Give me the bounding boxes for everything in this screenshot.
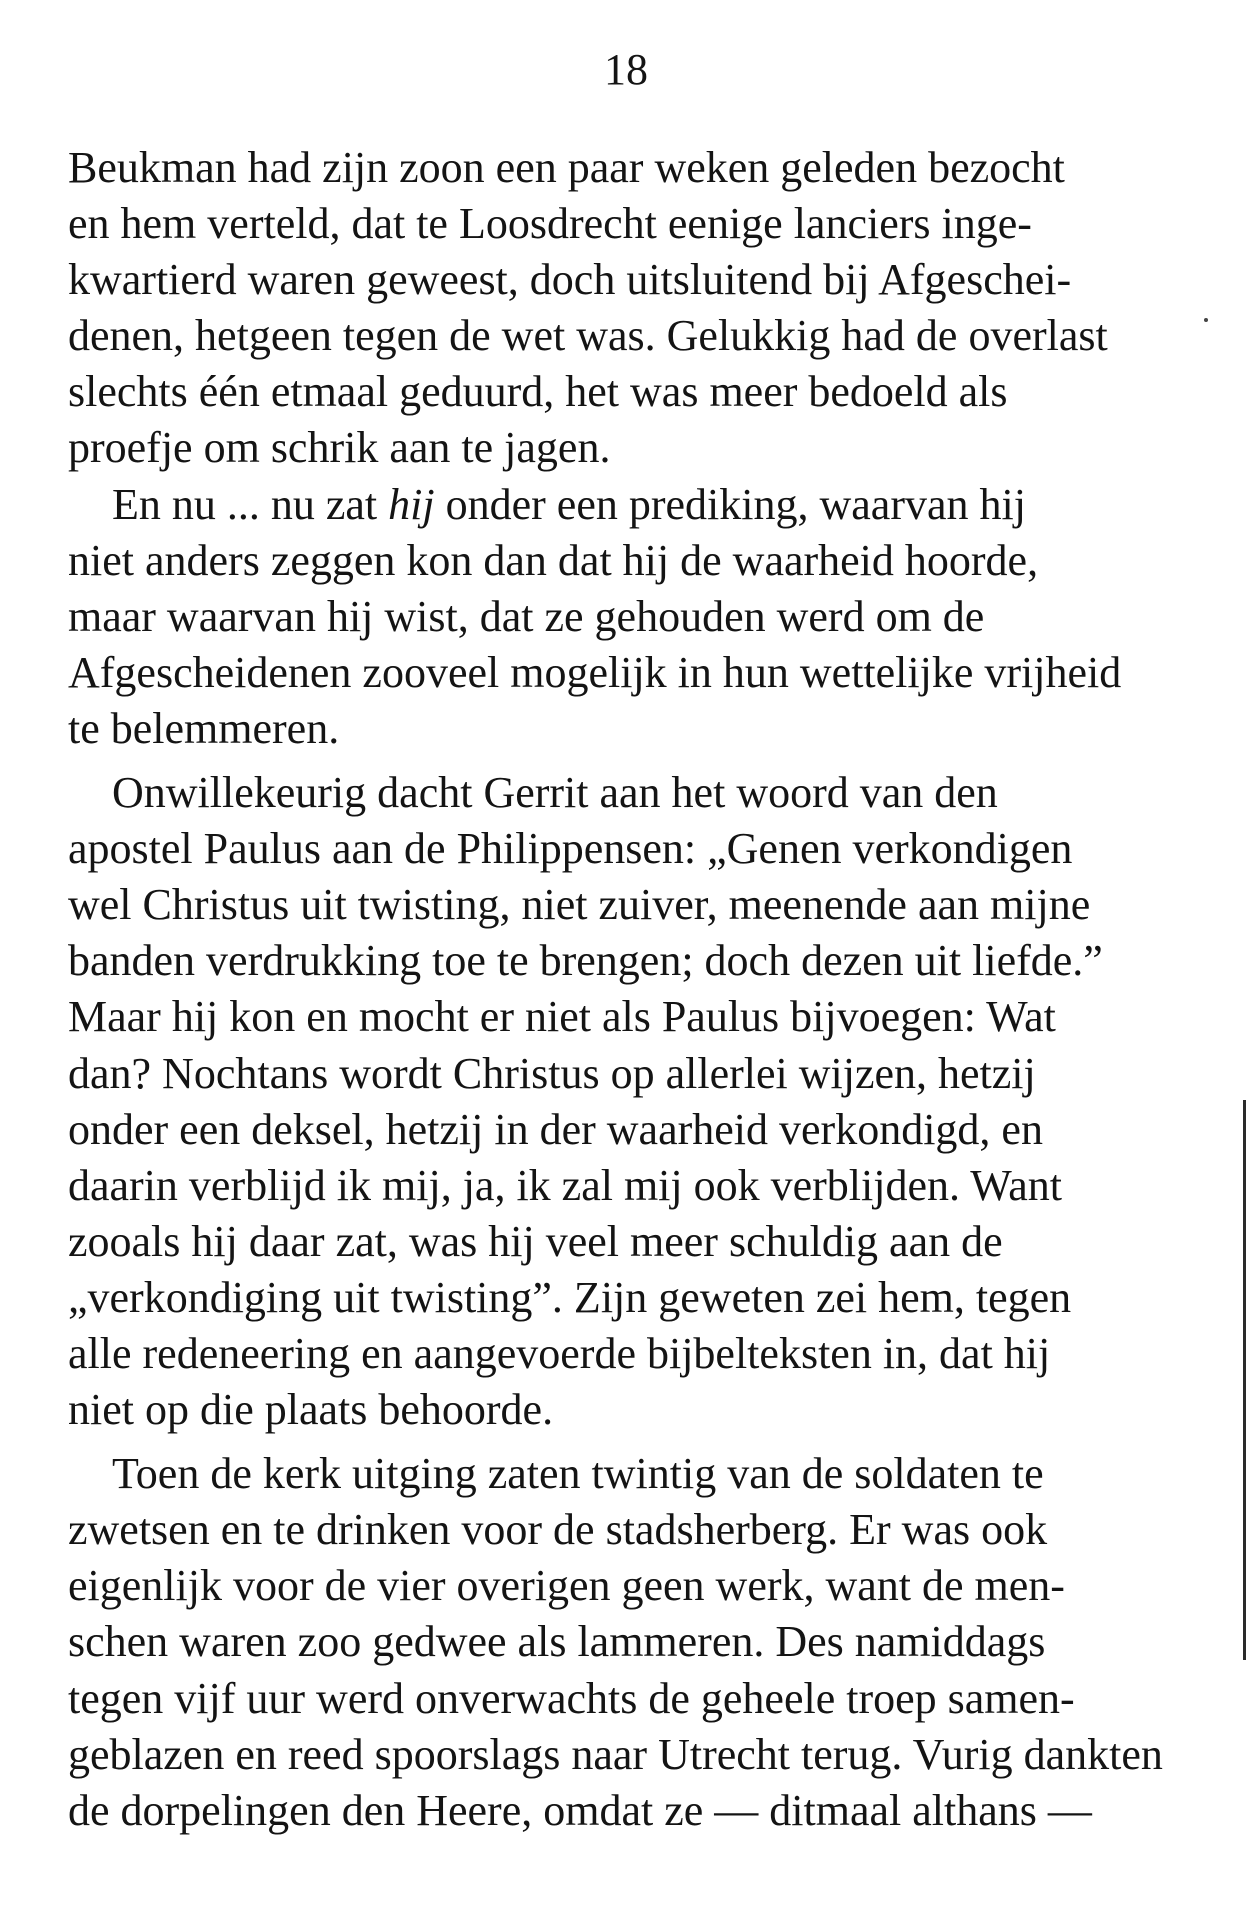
paragraph-4 — [68, 1446, 1194, 1839]
text-line: en hem verteld, dat te Loosdrecht eenige lanciers inge- — [68, 199, 1032, 249]
text-line: eigenlijk voor de vier overigen geen werk, want de men- — [68, 1561, 1065, 1611]
text-line: maar waarvan hij wist, dat ze gehouden werd om de — [68, 591, 985, 641]
text-line: banden verdrukking toe te brengen; doch dezen uit liefde.” — [68, 936, 1103, 986]
text-line: zooals hij daar zat, was hij veel meer schuldig aan de — [68, 1216, 1003, 1266]
text-line: tegen vijf uur werd onverwachts de geheele troep samen- — [68, 1673, 1075, 1723]
paragraph-2 — [68, 477, 1194, 757]
paragraph-3 — [68, 765, 1194, 1438]
text-line: Maar hij kon en mocht er niet als Paulus bijvoegen: Wat — [68, 992, 1056, 1042]
text-line: slechts één etmaal geduurd, het was meer bedoeld als — [68, 367, 1008, 417]
text-line: „verkondiging uit twisting”. Zijn geweten zei hem, tegen — [68, 1272, 1072, 1322]
text-line: Toen de kerk uitging zaten twintig van de soldaten te — [112, 1449, 1044, 1499]
scan-speck — [1204, 318, 1208, 322]
text-line: daarin verblijd ik mij, ja, ik zal mij ook verblijden. Want — [68, 1160, 1062, 1210]
text-line: denen, hetgeen tegen de wet was. Gelukkig had de overlast — [68, 311, 1108, 361]
text-line: Onwillekeurig dacht Gerrit aan het woord van den — [112, 768, 998, 818]
text-line: schen waren zoo gedwee als lammeren. Des namiddags — [68, 1617, 1046, 1667]
text-line: zwetsen en te drinken voor de stadsherberg. Er was ook — [68, 1505, 1048, 1555]
text-line: alle redeneering en aangevoerde bijbelteksten in, dat hij — [68, 1328, 1051, 1378]
text-line: niet op die plaats behoorde. — [68, 1385, 554, 1435]
page-number: 18 — [604, 45, 648, 94]
text-line: onder een deksel, hetzij in der waarheid verkondigd, en — [68, 1104, 1043, 1154]
paragraph-1 — [68, 140, 1194, 477]
text-line: Beukman had zijn zoon een paar weken geleden bezocht — [68, 143, 1065, 192]
text-line: Afgescheidenen zooveel mogelijk in hun wettelijke vrijheid — [68, 647, 1122, 697]
text-line: wel Christus uit twisting, niet zuiver, meenende aan mijne — [68, 880, 1091, 930]
text-line: te belemmeren. — [68, 703, 340, 753]
body-text — [68, 140, 1194, 1839]
text-line: proefje om schrik aan te jagen. — [68, 423, 611, 473]
text-line: niet anders zeggen kon dan dat hij de waarheid hoorde, — [68, 535, 1039, 585]
text-line: geblazen en reed spoorslags naar Utrecht terug. Vurig dankten — [68, 1729, 1163, 1779]
text-line: de dorpelingen den Heere, omdat ze — ditmaal althans — — [68, 1785, 1092, 1835]
text-line: En nu ... nu zat hij onder een prediking, waarvan hij — [112, 479, 1026, 529]
scan-page-edge — [1243, 1100, 1246, 1660]
text-line: dan? Nochtans wordt Christus op allerlei wijzen, hetzij — [68, 1048, 1036, 1098]
text-line: apostel Paulus aan de Philippensen: „Genen verkondigen — [68, 824, 1073, 874]
text-line: kwartierd waren geweest, doch uitsluitend bij Afgeschei- — [68, 255, 1072, 305]
